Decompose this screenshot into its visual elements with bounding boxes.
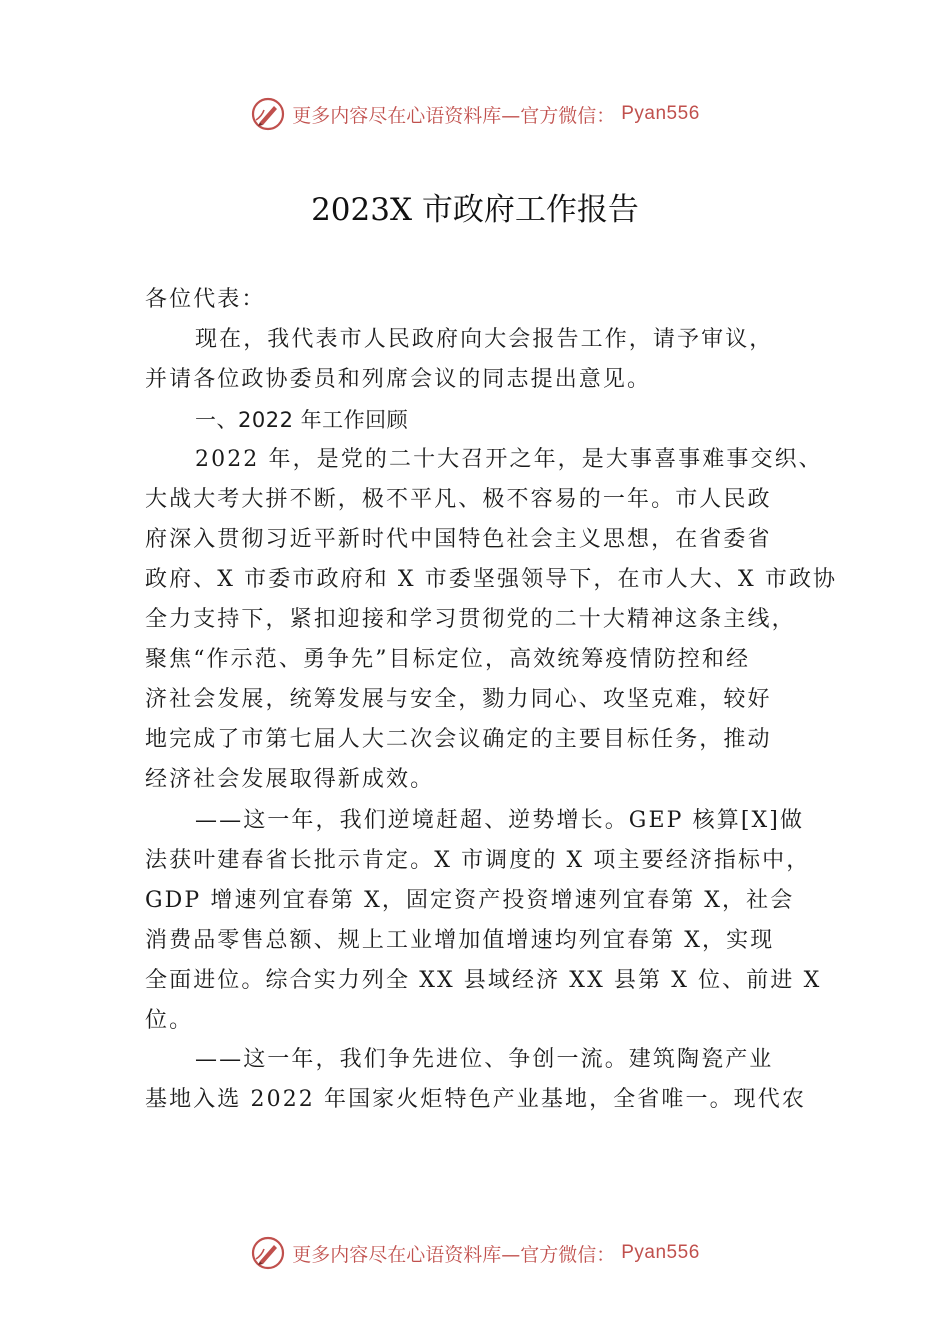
watermark-header — [0, 94, 950, 134]
paragraph-growth — [145, 800, 825, 1040]
paragraph-first-class — [145, 1040, 825, 1120]
text-line: GDP 增速列宜春第 X，固定资产投资增速列宜春第 X，社会 — [145, 888, 795, 913]
text-line: 全力支持下，紧扣迎接和学习贯彻党的二十大精神这条主线， — [145, 607, 796, 632]
text-line: 全面进位。综合实力列全 XX 县域经济 XX 县第 X 位、前进 X — [145, 968, 822, 993]
document-title: 2023X 市政府工作报告 — [311, 192, 639, 228]
watermark-wechat-id: Pyan556 — [621, 1242, 700, 1263]
intro-paragraph — [145, 320, 825, 400]
text-line: 政府、X 市委市政府和 X 市委坚强领导下，在市人大、X 市政协 — [145, 567, 838, 592]
salutation: 各位代表： — [145, 287, 266, 312]
watermark-wechat-id: Pyan556 — [621, 103, 700, 124]
watermark-footer — [0, 1233, 950, 1273]
text-line: 济社会发展，统筹发展与安全，勠力同心、攻坚克难，较好 — [145, 687, 772, 712]
watermark-text: 更多内容尽在心语资料库—官方微信： — [292, 1243, 616, 1266]
text-line: ——这一年，我们争先进位、争创一流。建筑陶瓷产业 — [195, 1047, 774, 1072]
document-body — [145, 280, 838, 1120]
pen-logo-icon — [250, 1235, 286, 1271]
text-line: 聚焦“作示范、勇争先”目标定位，高效统筹疫情防控和经 — [145, 647, 751, 672]
paragraph-2022-overview — [145, 440, 838, 800]
text-line: 经济社会发展取得新成效。 — [145, 767, 435, 792]
watermark-text: 更多内容尽在心语资料库—官方微信： — [292, 104, 616, 127]
text-line: 地完成了市第七届人大二次会议确定的主要目标任务，推动 — [145, 727, 772, 752]
text-line: 2022 年，是党的二十大召开之年，是大事喜事难事交织、 — [195, 447, 823, 472]
text-line: 现在，我代表市人民政府向大会报告工作，请予审议， — [195, 327, 774, 352]
text-line: 大战大考大拼不断，极不平凡、极不容易的一年。市人民政 — [145, 487, 772, 512]
text-line: 消费品零售总额、规上工业增加值增速均列宜春第 X，实现 — [145, 928, 775, 953]
text-line: 府深入贯彻习近平新时代中国特色社会主义思想，在省委省 — [145, 527, 772, 552]
text-line: 基地入选 2022 年国家火炬特色产业基地，全省唯一。现代农 — [145, 1087, 806, 1112]
pen-logo-icon — [250, 96, 286, 132]
text-line: 位。 — [145, 1008, 194, 1033]
text-line: ——这一年，我们逆境赶超、逆势增长。GEP 核算[X]做 — [195, 808, 805, 833]
text-line: 并请各位政协委员和列席会议的同志提出意见。 — [145, 367, 652, 392]
text-line: 法获叶建春省长批示肯定。X 市调度的 X 项主要经济指标中， — [145, 848, 811, 873]
section-heading: 一、2022 年工作回顾 — [195, 408, 409, 432]
